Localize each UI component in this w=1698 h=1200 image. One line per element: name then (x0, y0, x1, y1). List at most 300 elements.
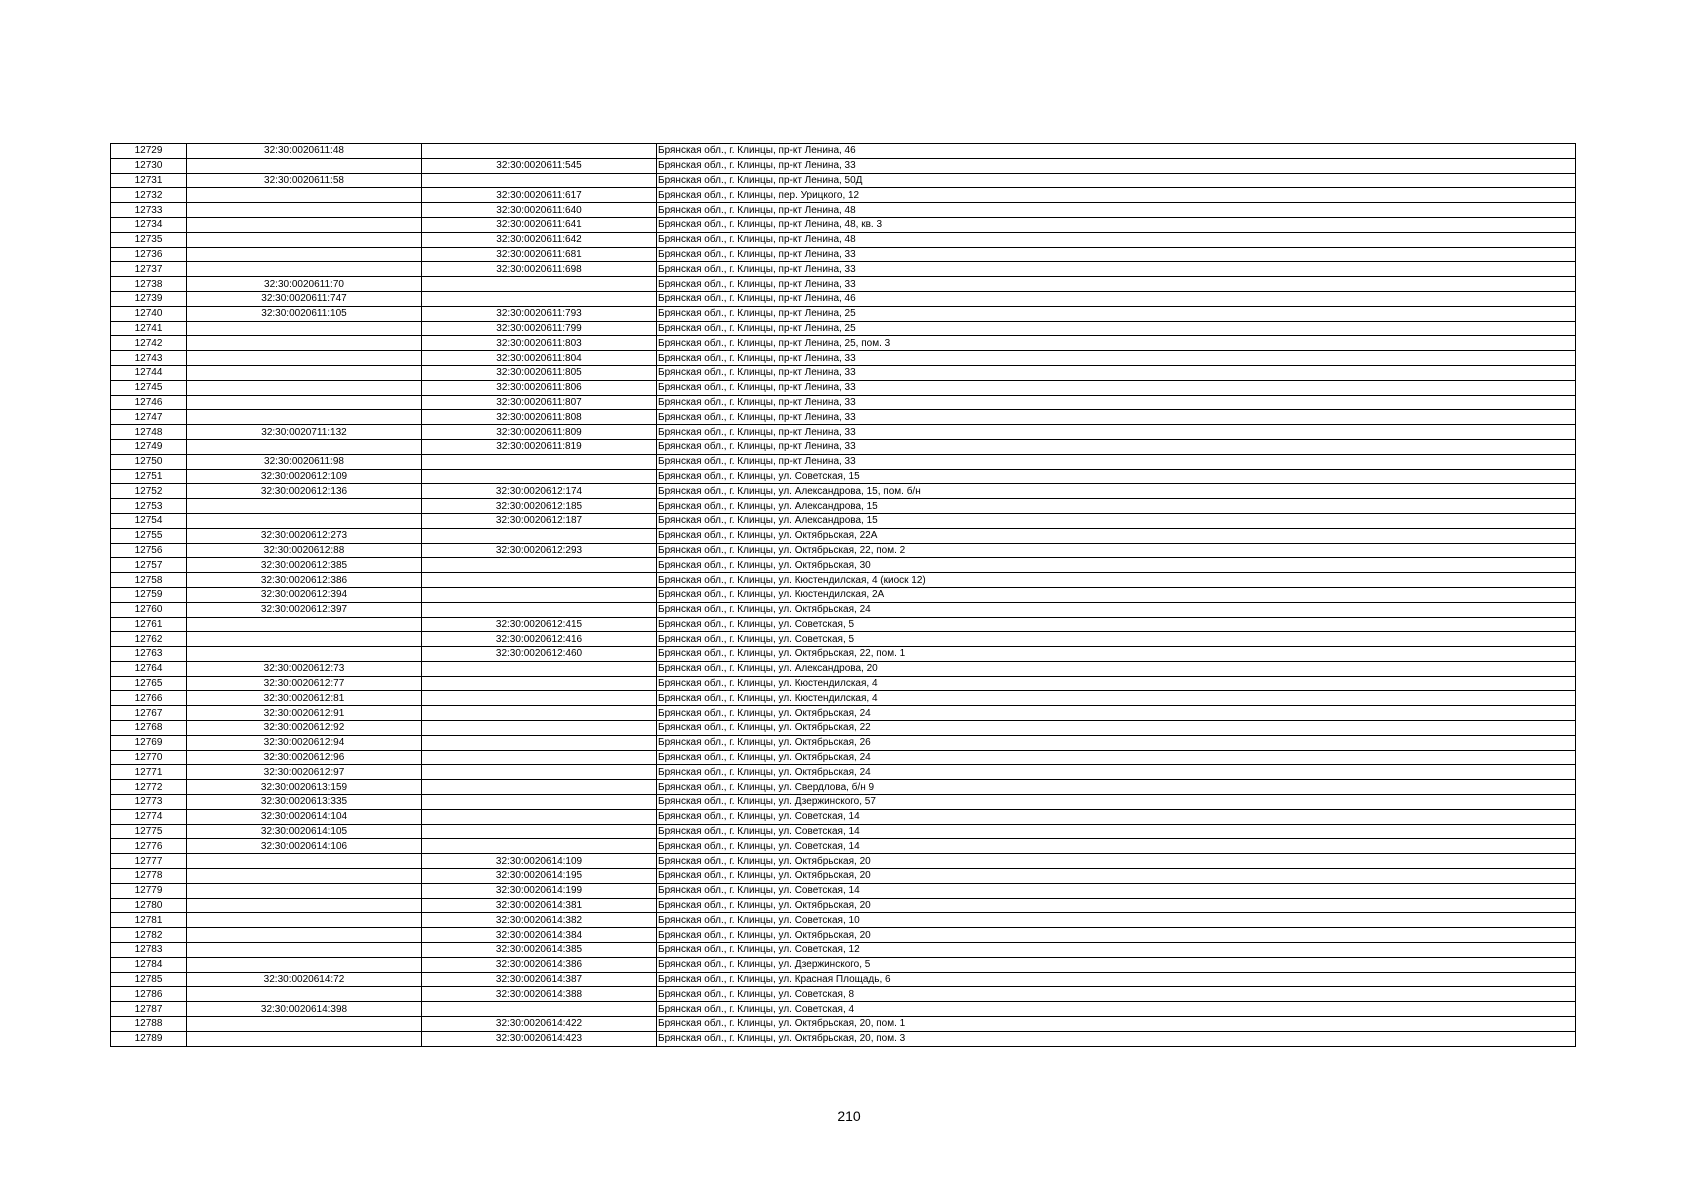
address-cell: Брянская обл., г. Клинцы, ул. Советская, 14 (657, 839, 1576, 854)
row-number-cell: 12786 (111, 987, 187, 1002)
row-number-cell: 12764 (111, 661, 187, 676)
table-row (111, 617, 1576, 632)
row-number-cell: 12760 (111, 602, 187, 617)
object-cadastral-cell (422, 144, 657, 159)
table-row (111, 351, 1576, 366)
address-cell: Брянская обл., г. Клинцы, ул. Советская, 14 (657, 809, 1576, 824)
object-cadastral-cell: 32:30:0020611:808 (422, 410, 657, 425)
parcel-cadastral-cell (187, 647, 422, 662)
address-cell: Брянская обл., г. Клинцы, пр-кт Ленина, 48 (657, 232, 1576, 247)
row-number-cell: 12765 (111, 676, 187, 691)
table-row (111, 188, 1576, 203)
object-cadastral-cell: 32:30:0020611:617 (422, 188, 657, 203)
object-cadastral-cell: 32:30:0020611:641 (422, 217, 657, 232)
address-cell: Брянская обл., г. Клинцы, ул. Октябрьская, 24 (657, 706, 1576, 721)
parcel-cadastral-cell: 32:30:0020614:106 (187, 839, 422, 854)
object-cadastral-cell: 32:30:0020611:640 (422, 203, 657, 218)
table-row (111, 291, 1576, 306)
parcel-cadastral-cell (187, 617, 422, 632)
object-cadastral-cell (422, 735, 657, 750)
object-cadastral-cell: 32:30:0020611:807 (422, 395, 657, 410)
row-number-cell: 12774 (111, 809, 187, 824)
row-number-cell: 12771 (111, 765, 187, 780)
object-cadastral-cell (422, 573, 657, 588)
address-cell: Брянская обл., г. Клинцы, пр-кт Ленина, 25 (657, 321, 1576, 336)
address-cell: Брянская обл., г. Клинцы, пр-кт Ленина, 33 (657, 277, 1576, 292)
object-cadastral-cell (422, 721, 657, 736)
object-cadastral-cell: 32:30:0020614:381 (422, 898, 657, 913)
object-cadastral-cell: 32:30:0020614:422 (422, 1017, 657, 1032)
address-cell: Брянская обл., г. Клинцы, ул. Дзержинского, 5 (657, 957, 1576, 972)
data-table (110, 143, 1576, 1047)
object-cadastral-cell: 32:30:0020611:698 (422, 262, 657, 277)
parcel-cadastral-cell (187, 499, 422, 514)
parcel-cadastral-cell (187, 854, 422, 869)
parcel-cadastral-cell (187, 883, 422, 898)
table-row (111, 410, 1576, 425)
table-row (111, 824, 1576, 839)
row-number-cell: 12749 (111, 439, 187, 454)
table-row (111, 277, 1576, 292)
row-number-cell: 12730 (111, 158, 187, 173)
row-number-cell: 12738 (111, 277, 187, 292)
address-cell: Брянская обл., г. Клинцы, ул. Свердлова, б/н 9 (657, 780, 1576, 795)
object-cadastral-cell (422, 277, 657, 292)
address-cell: Брянская обл., г. Клинцы, ул. Дзержинского, 57 (657, 795, 1576, 810)
row-number-cell: 12744 (111, 365, 187, 380)
address-cell: Брянская обл., г. Клинцы, ул. Октябрьская, 30 (657, 558, 1576, 573)
address-cell: Брянская обл., г. Клинцы, ул. Александрова, 15 (657, 513, 1576, 528)
table-row (111, 573, 1576, 588)
address-cell: Брянская обл., г. Клинцы, ул. Октябрьская, 24 (657, 602, 1576, 617)
object-cadastral-cell: 32:30:0020612:415 (422, 617, 657, 632)
row-number-cell: 12757 (111, 558, 187, 573)
table-row (111, 706, 1576, 721)
address-cell: Брянская обл., г. Клинцы, ул. Октябрьская, 22, пом. 2 (657, 543, 1576, 558)
address-cell: Брянская обл., г. Клинцы, пр-кт Ленина, 33 (657, 395, 1576, 410)
parcel-cadastral-cell: 32:30:0020612:397 (187, 602, 422, 617)
table-row (111, 232, 1576, 247)
row-number-cell: 12776 (111, 839, 187, 854)
object-cadastral-cell: 32:30:0020614:423 (422, 1031, 657, 1046)
address-cell: Брянская обл., г. Клинцы, ул. Октябрьская, 26 (657, 735, 1576, 750)
object-cadastral-cell (422, 750, 657, 765)
parcel-cadastral-cell (187, 869, 422, 884)
table-row (111, 543, 1576, 558)
address-cell: Брянская обл., г. Клинцы, ул. Советская, 5 (657, 632, 1576, 647)
table-row (111, 602, 1576, 617)
table-row (111, 735, 1576, 750)
table-row (111, 647, 1576, 662)
parcel-cadastral-cell (187, 987, 422, 1002)
table-row (111, 913, 1576, 928)
object-cadastral-cell: 32:30:0020614:384 (422, 928, 657, 943)
object-cadastral-cell: 32:30:0020614:199 (422, 883, 657, 898)
row-number-cell: 12779 (111, 883, 187, 898)
address-cell: Брянская обл., г. Клинцы, ул. Советская, 14 (657, 824, 1576, 839)
row-number-cell: 12772 (111, 780, 187, 795)
row-number-cell: 12729 (111, 144, 187, 159)
table-row (111, 469, 1576, 484)
object-cadastral-cell (422, 661, 657, 676)
object-cadastral-cell (422, 824, 657, 839)
address-cell: Брянская обл., г. Клинцы, пр-кт Ленина, 33 (657, 262, 1576, 277)
object-cadastral-cell (422, 1002, 657, 1017)
table-row (111, 217, 1576, 232)
row-number-cell: 12751 (111, 469, 187, 484)
table-row (111, 928, 1576, 943)
address-cell: Брянская обл., г. Клинцы, пр-кт Ленина, 33 (657, 410, 1576, 425)
address-cell: Брянская обл., г. Клинцы, ул. Александрова, 20 (657, 661, 1576, 676)
row-number-cell: 12777 (111, 854, 187, 869)
table-row (111, 484, 1576, 499)
object-cadastral-cell: 32:30:0020611:681 (422, 247, 657, 262)
table-row (111, 158, 1576, 173)
parcel-cadastral-cell (187, 943, 422, 958)
table-row (111, 395, 1576, 410)
address-cell: Брянская обл., г. Клинцы, ул. Советская, 12 (657, 943, 1576, 958)
parcel-cadastral-cell (187, 158, 422, 173)
row-number-cell: 12763 (111, 647, 187, 662)
object-cadastral-cell (422, 469, 657, 484)
object-cadastral-cell (422, 795, 657, 810)
address-cell: Брянская обл., г. Клинцы, ул. Октябрьская, 20, пом. 1 (657, 1017, 1576, 1032)
object-cadastral-cell (422, 691, 657, 706)
table-row (111, 750, 1576, 765)
address-cell: Брянская обл., г. Клинцы, ул. Октябрьская, 22, пом. 1 (657, 647, 1576, 662)
address-cell: Брянская обл., г. Клинцы, пр-кт Ленина, 33 (657, 380, 1576, 395)
table-row (111, 558, 1576, 573)
table-row (111, 262, 1576, 277)
parcel-cadastral-cell: 32:30:0020611:98 (187, 454, 422, 469)
address-cell: Брянская обл., г. Клинцы, ул. Октябрьская, 20, пом. 3 (657, 1031, 1576, 1046)
address-cell: Брянская обл., г. Клинцы, ул. Александрова, 15, пом. б/н (657, 484, 1576, 499)
address-cell: Брянская обл., г. Клинцы, ул. Октябрьская, 20 (657, 854, 1576, 869)
address-cell: Брянская обл., г. Клинцы, ул. Советская, 8 (657, 987, 1576, 1002)
table-row (111, 1017, 1576, 1032)
address-cell: Брянская обл., г. Клинцы, ул. Советская, 15 (657, 469, 1576, 484)
address-cell: Брянская обл., г. Клинцы, пр-кт Ленина, 33 (657, 454, 1576, 469)
parcel-cadastral-cell: 32:30:0020612:136 (187, 484, 422, 499)
row-number-cell: 12755 (111, 528, 187, 543)
parcel-cadastral-cell: 32:30:0020612:73 (187, 661, 422, 676)
object-cadastral-cell: 32:30:0020612:293 (422, 543, 657, 558)
table-row (111, 513, 1576, 528)
parcel-cadastral-cell: 32:30:0020611:70 (187, 277, 422, 292)
row-number-cell: 12766 (111, 691, 187, 706)
table-row (111, 721, 1576, 736)
address-cell: Брянская обл., г. Клинцы, ул. Октябрьская, 20 (657, 928, 1576, 943)
row-number-cell: 12788 (111, 1017, 187, 1032)
parcel-cadastral-cell: 32:30:0020611:48 (187, 144, 422, 159)
row-number-cell: 12782 (111, 928, 187, 943)
row-number-cell: 12731 (111, 173, 187, 188)
address-cell: Брянская обл., г. Клинцы, пр-кт Ленина, 48, кв. 3 (657, 217, 1576, 232)
parcel-cadastral-cell: 32:30:0020711:132 (187, 425, 422, 440)
object-cadastral-cell: 32:30:0020611:819 (422, 439, 657, 454)
row-number-cell: 12754 (111, 513, 187, 528)
address-cell: Брянская обл., г. Клинцы, ул. Октябрьская, 20 (657, 869, 1576, 884)
table-row (111, 528, 1576, 543)
row-number-cell: 12762 (111, 632, 187, 647)
table-row (111, 306, 1576, 321)
parcel-cadastral-cell (187, 957, 422, 972)
object-cadastral-cell: 32:30:0020611:642 (422, 232, 657, 247)
row-number-cell: 12761 (111, 617, 187, 632)
object-cadastral-cell (422, 706, 657, 721)
object-cadastral-cell: 32:30:0020611:545 (422, 158, 657, 173)
parcel-cadastral-cell (187, 380, 422, 395)
object-cadastral-cell: 32:30:0020612:174 (422, 484, 657, 499)
table-row (111, 839, 1576, 854)
row-number-cell: 12746 (111, 395, 187, 410)
parcel-cadastral-cell: 32:30:0020612:77 (187, 676, 422, 691)
table-row (111, 957, 1576, 972)
object-cadastral-cell: 32:30:0020611:806 (422, 380, 657, 395)
table-row (111, 247, 1576, 262)
row-number-cell: 12758 (111, 573, 187, 588)
object-cadastral-cell: 32:30:0020611:809 (422, 425, 657, 440)
table-row (111, 943, 1576, 958)
row-number-cell: 12735 (111, 232, 187, 247)
row-number-cell: 12756 (111, 543, 187, 558)
parcel-cadastral-cell: 32:30:0020612:386 (187, 573, 422, 588)
object-cadastral-cell: 32:30:0020612:460 (422, 647, 657, 662)
parcel-cadastral-cell (187, 913, 422, 928)
address-cell: Брянская обл., г. Клинцы, пр-кт Ленина, 46 (657, 291, 1576, 306)
address-cell: Брянская обл., г. Клинцы, ул. Советская, 10 (657, 913, 1576, 928)
parcel-cadastral-cell (187, 336, 422, 351)
row-number-cell: 12747 (111, 410, 187, 425)
object-cadastral-cell: 32:30:0020614:385 (422, 943, 657, 958)
parcel-cadastral-cell: 32:30:0020612:96 (187, 750, 422, 765)
parcel-cadastral-cell: 32:30:0020614:398 (187, 1002, 422, 1017)
object-cadastral-cell: 32:30:0020614:195 (422, 869, 657, 884)
address-cell: Брянская обл., г. Клинцы, ул. Александрова, 15 (657, 499, 1576, 514)
parcel-cadastral-cell: 32:30:0020612:109 (187, 469, 422, 484)
parcel-cadastral-cell: 32:30:0020613:159 (187, 780, 422, 795)
table-row (111, 883, 1576, 898)
table-row (111, 676, 1576, 691)
parcel-cadastral-cell: 32:30:0020612:385 (187, 558, 422, 573)
table-body (111, 144, 1576, 1047)
parcel-cadastral-cell (187, 898, 422, 913)
row-number-cell: 12770 (111, 750, 187, 765)
object-cadastral-cell (422, 809, 657, 824)
object-cadastral-cell (422, 780, 657, 795)
parcel-cadastral-cell: 32:30:0020611:58 (187, 173, 422, 188)
address-cell: Брянская обл., г. Клинцы, пр-кт Ленина, 33 (657, 247, 1576, 262)
row-number-cell: 12745 (111, 380, 187, 395)
address-cell: Брянская обл., г. Клинцы, пр-кт Ленина, 25, пом. 3 (657, 336, 1576, 351)
object-cadastral-cell (422, 676, 657, 691)
table-row (111, 972, 1576, 987)
object-cadastral-cell: 32:30:0020611:805 (422, 365, 657, 380)
row-number-cell: 12748 (111, 425, 187, 440)
table-row (111, 661, 1576, 676)
object-cadastral-cell: 32:30:0020612:185 (422, 499, 657, 514)
address-cell: Брянская обл., г. Клинцы, пр-кт Ленина, 25 (657, 306, 1576, 321)
object-cadastral-cell (422, 291, 657, 306)
table-row (111, 336, 1576, 351)
parcel-cadastral-cell: 32:30:0020612:92 (187, 721, 422, 736)
row-number-cell: 12784 (111, 957, 187, 972)
parcel-cadastral-cell (187, 1017, 422, 1032)
address-cell: Брянская обл., г. Клинцы, ул. Октябрьская, 20 (657, 898, 1576, 913)
address-cell: Брянская обл., г. Клинцы, пр-кт Ленина, 33 (657, 158, 1576, 173)
object-cadastral-cell (422, 173, 657, 188)
table-row (111, 144, 1576, 159)
address-cell: Брянская обл., г. Клинцы, ул. Кюстендилская, 4 (киоск 12) (657, 573, 1576, 588)
table-row (111, 780, 1576, 795)
address-cell: Брянская обл., г. Клинцы, пр-кт Ленина, 48 (657, 203, 1576, 218)
row-number-cell: 12787 (111, 1002, 187, 1017)
parcel-cadastral-cell: 32:30:0020612:394 (187, 587, 422, 602)
object-cadastral-cell (422, 454, 657, 469)
table-row (111, 587, 1576, 602)
row-number-cell: 12785 (111, 972, 187, 987)
address-cell: Брянская обл., г. Клинцы, пр-кт Ленина, 50Д (657, 173, 1576, 188)
parcel-cadastral-cell: 32:30:0020612:88 (187, 543, 422, 558)
table-row (111, 809, 1576, 824)
row-number-cell: 12741 (111, 321, 187, 336)
parcel-cadastral-cell (187, 351, 422, 366)
parcel-cadastral-cell: 32:30:0020612:273 (187, 528, 422, 543)
row-number-cell: 12753 (111, 499, 187, 514)
parcel-cadastral-cell: 32:30:0020614:72 (187, 972, 422, 987)
parcel-cadastral-cell (187, 188, 422, 203)
row-number-cell: 12783 (111, 943, 187, 958)
row-number-cell: 12739 (111, 291, 187, 306)
parcel-cadastral-cell (187, 1031, 422, 1046)
parcel-cadastral-cell: 32:30:0020614:105 (187, 824, 422, 839)
object-cadastral-cell: 32:30:0020614:387 (422, 972, 657, 987)
row-number-cell: 12769 (111, 735, 187, 750)
table-row (111, 439, 1576, 454)
object-cadastral-cell: 32:30:0020611:804 (422, 351, 657, 366)
object-cadastral-cell: 32:30:0020612:187 (422, 513, 657, 528)
parcel-cadastral-cell (187, 247, 422, 262)
table-row (111, 203, 1576, 218)
parcel-cadastral-cell (187, 928, 422, 943)
address-cell: Брянская обл., г. Клинцы, ул. Кюстендилская, 4 (657, 691, 1576, 706)
row-number-cell: 12768 (111, 721, 187, 736)
parcel-cadastral-cell: 32:30:0020612:91 (187, 706, 422, 721)
parcel-cadastral-cell (187, 321, 422, 336)
parcel-cadastral-cell (187, 410, 422, 425)
object-cadastral-cell: 32:30:0020614:388 (422, 987, 657, 1002)
parcel-cadastral-cell (187, 395, 422, 410)
table-row (111, 365, 1576, 380)
parcel-cadastral-cell (187, 262, 422, 277)
row-number-cell: 12740 (111, 306, 187, 321)
parcel-cadastral-cell: 32:30:0020612:97 (187, 765, 422, 780)
table-row (111, 898, 1576, 913)
parcel-cadastral-cell (187, 632, 422, 647)
row-number-cell: 12767 (111, 706, 187, 721)
address-cell: Брянская обл., г. Клинцы, ул. Советская, 4 (657, 1002, 1576, 1017)
table-row (111, 425, 1576, 440)
row-number-cell: 12789 (111, 1031, 187, 1046)
row-number-cell: 12780 (111, 898, 187, 913)
address-cell: Брянская обл., г. Клинцы, ул. Советская, 14 (657, 883, 1576, 898)
row-number-cell: 12750 (111, 454, 187, 469)
address-cell: Брянская обл., г. Клинцы, ул. Октябрьская, 22А (657, 528, 1576, 543)
address-cell: Брянская обл., г. Клинцы, ул. Октябрьская, 24 (657, 765, 1576, 780)
table-row (111, 321, 1576, 336)
row-number-cell: 12732 (111, 188, 187, 203)
row-number-cell: 12773 (111, 795, 187, 810)
table-row (111, 380, 1576, 395)
parcel-cadastral-cell (187, 232, 422, 247)
address-cell: Брянская обл., г. Клинцы, пр-кт Ленина, 33 (657, 351, 1576, 366)
object-cadastral-cell: 32:30:0020611:799 (422, 321, 657, 336)
object-cadastral-cell: 32:30:0020614:386 (422, 957, 657, 972)
parcel-cadastral-cell: 32:30:0020614:104 (187, 809, 422, 824)
row-number-cell: 12752 (111, 484, 187, 499)
table-row (111, 454, 1576, 469)
table-row (111, 632, 1576, 647)
row-number-cell: 12742 (111, 336, 187, 351)
row-number-cell: 12743 (111, 351, 187, 366)
object-cadastral-cell (422, 602, 657, 617)
table-row (111, 765, 1576, 780)
address-cell: Брянская обл., г. Клинцы, ул. Октябрьская, 24 (657, 750, 1576, 765)
object-cadastral-cell (422, 839, 657, 854)
object-cadastral-cell (422, 765, 657, 780)
address-cell: Брянская обл., г. Клинцы, ул. Кюстендилская, 2А (657, 587, 1576, 602)
table-row (111, 173, 1576, 188)
table-row (111, 795, 1576, 810)
address-cell: Брянская обл., г. Клинцы, ул. Кюстендилская, 4 (657, 676, 1576, 691)
address-cell: Брянская обл., г. Клинцы, пр-кт Ленина, 33 (657, 425, 1576, 440)
parcel-cadastral-cell: 32:30:0020611:747 (187, 291, 422, 306)
address-cell: Брянская обл., г. Клинцы, пр-кт Ленина, 46 (657, 144, 1576, 159)
table-row (111, 499, 1576, 514)
table-row (111, 691, 1576, 706)
row-number-cell: 12781 (111, 913, 187, 928)
row-number-cell: 12736 (111, 247, 187, 262)
object-cadastral-cell: 32:30:0020611:793 (422, 306, 657, 321)
address-cell: Брянская обл., г. Клинцы, пер. Урицкого, 12 (657, 188, 1576, 203)
table-row (111, 854, 1576, 869)
parcel-cadastral-cell: 32:30:0020612:94 (187, 735, 422, 750)
table-row (111, 1031, 1576, 1046)
object-cadastral-cell: 32:30:0020614:109 (422, 854, 657, 869)
address-cell: Брянская обл., г. Клинцы, ул. Советская, 5 (657, 617, 1576, 632)
parcel-cadastral-cell (187, 513, 422, 528)
object-cadastral-cell (422, 558, 657, 573)
parcel-cadastral-cell: 32:30:0020611:105 (187, 306, 422, 321)
parcel-cadastral-cell (187, 217, 422, 232)
row-number-cell: 12733 (111, 203, 187, 218)
row-number-cell: 12759 (111, 587, 187, 602)
address-cell: Брянская обл., г. Клинцы, пр-кт Ленина, 33 (657, 439, 1576, 454)
object-cadastral-cell (422, 528, 657, 543)
row-number-cell: 12734 (111, 217, 187, 232)
object-cadastral-cell (422, 587, 657, 602)
parcel-cadastral-cell (187, 203, 422, 218)
address-cell: Брянская обл., г. Клинцы, ул. Октябрьская, 22 (657, 721, 1576, 736)
row-number-cell: 12775 (111, 824, 187, 839)
row-number-cell: 12778 (111, 869, 187, 884)
address-cell: Брянская обл., г. Клинцы, ул. Красная Площадь, 6 (657, 972, 1576, 987)
table-row (111, 1002, 1576, 1017)
object-cadastral-cell: 32:30:0020614:382 (422, 913, 657, 928)
parcel-cadastral-cell (187, 439, 422, 454)
table-row (111, 869, 1576, 884)
parcel-cadastral-cell: 32:30:0020612:81 (187, 691, 422, 706)
